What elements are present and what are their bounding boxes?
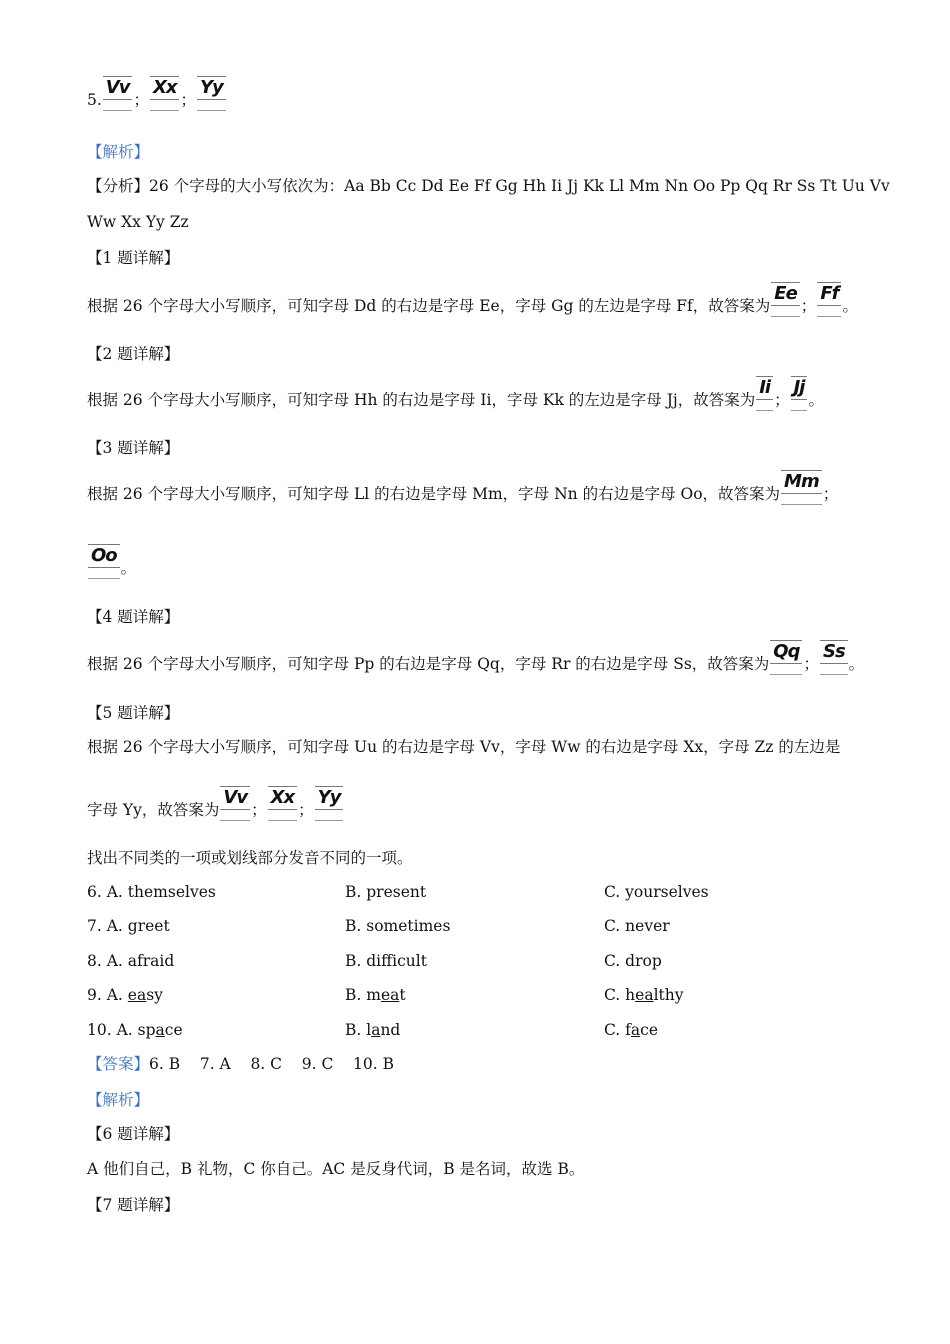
q10-option-c: C. face (604, 1021, 659, 1039)
q6-detail-text: A 他们自己，B 礼物，C 你自己。AC 是反身代词，B 是名词，故选 B。 (87, 1160, 585, 1178)
detail-5-label: 【5 题详解】 (87, 704, 180, 722)
handwriting-answer: Vv (103, 76, 133, 110)
detail-4-label: 【4 题详解】 (87, 608, 180, 626)
q6-option-a: 6. A. themselves (87, 883, 216, 901)
answer-text: 6. B 7. A 8. C 9. C 10. B (149, 1055, 394, 1073)
handwriting-answer: Xx (150, 76, 180, 110)
q9-option-c: C. healthy (604, 986, 684, 1004)
q9-option-b: B. meat (345, 986, 406, 1004)
detail-2-label: 【2 题详解】 (87, 345, 180, 363)
handwriting-answer: Yy (315, 786, 344, 820)
handwriting-answer: Qq (770, 640, 802, 674)
q7-detail-label: 【7 题详解】 (87, 1196, 180, 1214)
answer-line (87, 1054, 394, 1074)
handwriting-answer: Xx (268, 786, 298, 820)
detail-5-text: 根据 26 个字母大小写顺序，可知字母 Uu 的右边是字母 Vv，字母 Ww 的右边是字母 Xx，字母 Zz 的左边是 (87, 738, 841, 756)
q9-option-a: 9. A. easy (87, 986, 163, 1004)
q7-option-b: B. sometimes (345, 917, 451, 935)
handwriting-answer: Oo (88, 544, 120, 578)
analysis-line-2: Ww Xx Yy Zz (87, 213, 189, 231)
jiexi-label: 【解析】 (87, 143, 150, 161)
detail-5-text-cont: 字母 Yy，故答案为 Vv ； Xx ； Yy (87, 786, 344, 820)
handwriting-answer: Jj (791, 376, 808, 410)
instruction: 找出不同类的一项或划线部分发音不同的一项。 (87, 849, 413, 867)
handwriting-answer: Mm (781, 470, 822, 504)
q8-option-c: C. drop (604, 952, 662, 970)
q5-prefix: 5. (87, 91, 102, 109)
q8-option-b: B. difficult (345, 952, 427, 970)
analysis-line (87, 176, 890, 196)
q6-option-b: B. present (345, 883, 427, 901)
detail-3-text-cont: Oo 。 (87, 544, 136, 578)
handwriting-answer: Ss (820, 640, 848, 674)
handwriting-answer: Ii (756, 376, 773, 410)
answer-label: 【答案】 (87, 1055, 150, 1073)
detail-3-text: 根据 26 个字母大小写顺序，可知字母 Ll 的右边是字母 Mm，字母 Nn 的右边是字母 Oo，故答案为 Mm ； (87, 471, 839, 503)
q10-option-a: 10. A. space (87, 1021, 183, 1039)
handwriting-answer: Ff (817, 282, 841, 316)
detail-1-label: 【1 题详解】 (87, 249, 180, 267)
detail-1-text: 根据 26 个字母大小写顺序，可知字母 Dd 的右边是字母 Ee，字母 Gg 的左边是字母 Ff，故答案为 Ee ； Ff 。 (87, 283, 858, 315)
detail-4-text: 根据 26 个字母大小写顺序，可知字母 Pp 的右边是字母 Qq，字母 Rr 的右边是字母 Ss，故答案为 Qq ； Ss 。 (87, 641, 865, 673)
q6-option-c: C. yourselves (604, 883, 709, 901)
q6-detail-label: 【6 题详解】 (87, 1125, 180, 1143)
handwriting-answer: Ee (771, 282, 800, 316)
q7-option-c: C. never (604, 917, 670, 935)
q7-option-a: 7. A. greet (87, 917, 170, 935)
q5-answer-line: 5. Vv ； Xx ； Yy (87, 76, 227, 110)
q10-option-b: B. land (345, 1021, 401, 1039)
handwriting-answer: Vv (220, 786, 250, 820)
handwriting-answer: Yy (197, 76, 226, 110)
detail-2-text: 根据 26 个字母大小写顺序，可知字母 Hh 的右边是字母 Ii，字母 Kk 的左边是字母 Jj，故答案为 Ii ； Jj 。 (87, 377, 824, 409)
detail-3-label: 【3 题详解】 (87, 439, 180, 457)
q8-option-a: 8. A. afraid (87, 952, 175, 970)
jiexi-label-2: 【解析】 (87, 1091, 150, 1109)
analysis-label: 【分析】 (87, 177, 150, 195)
analysis-text: 26 个字母的大小写依次为：Aa Bb Cc Dd Ee Ff Gg Hh Ii Jj Kk Ll Mm Nn Oo Pp Qq Rr Ss Tt Uu Vv (149, 177, 890, 195)
